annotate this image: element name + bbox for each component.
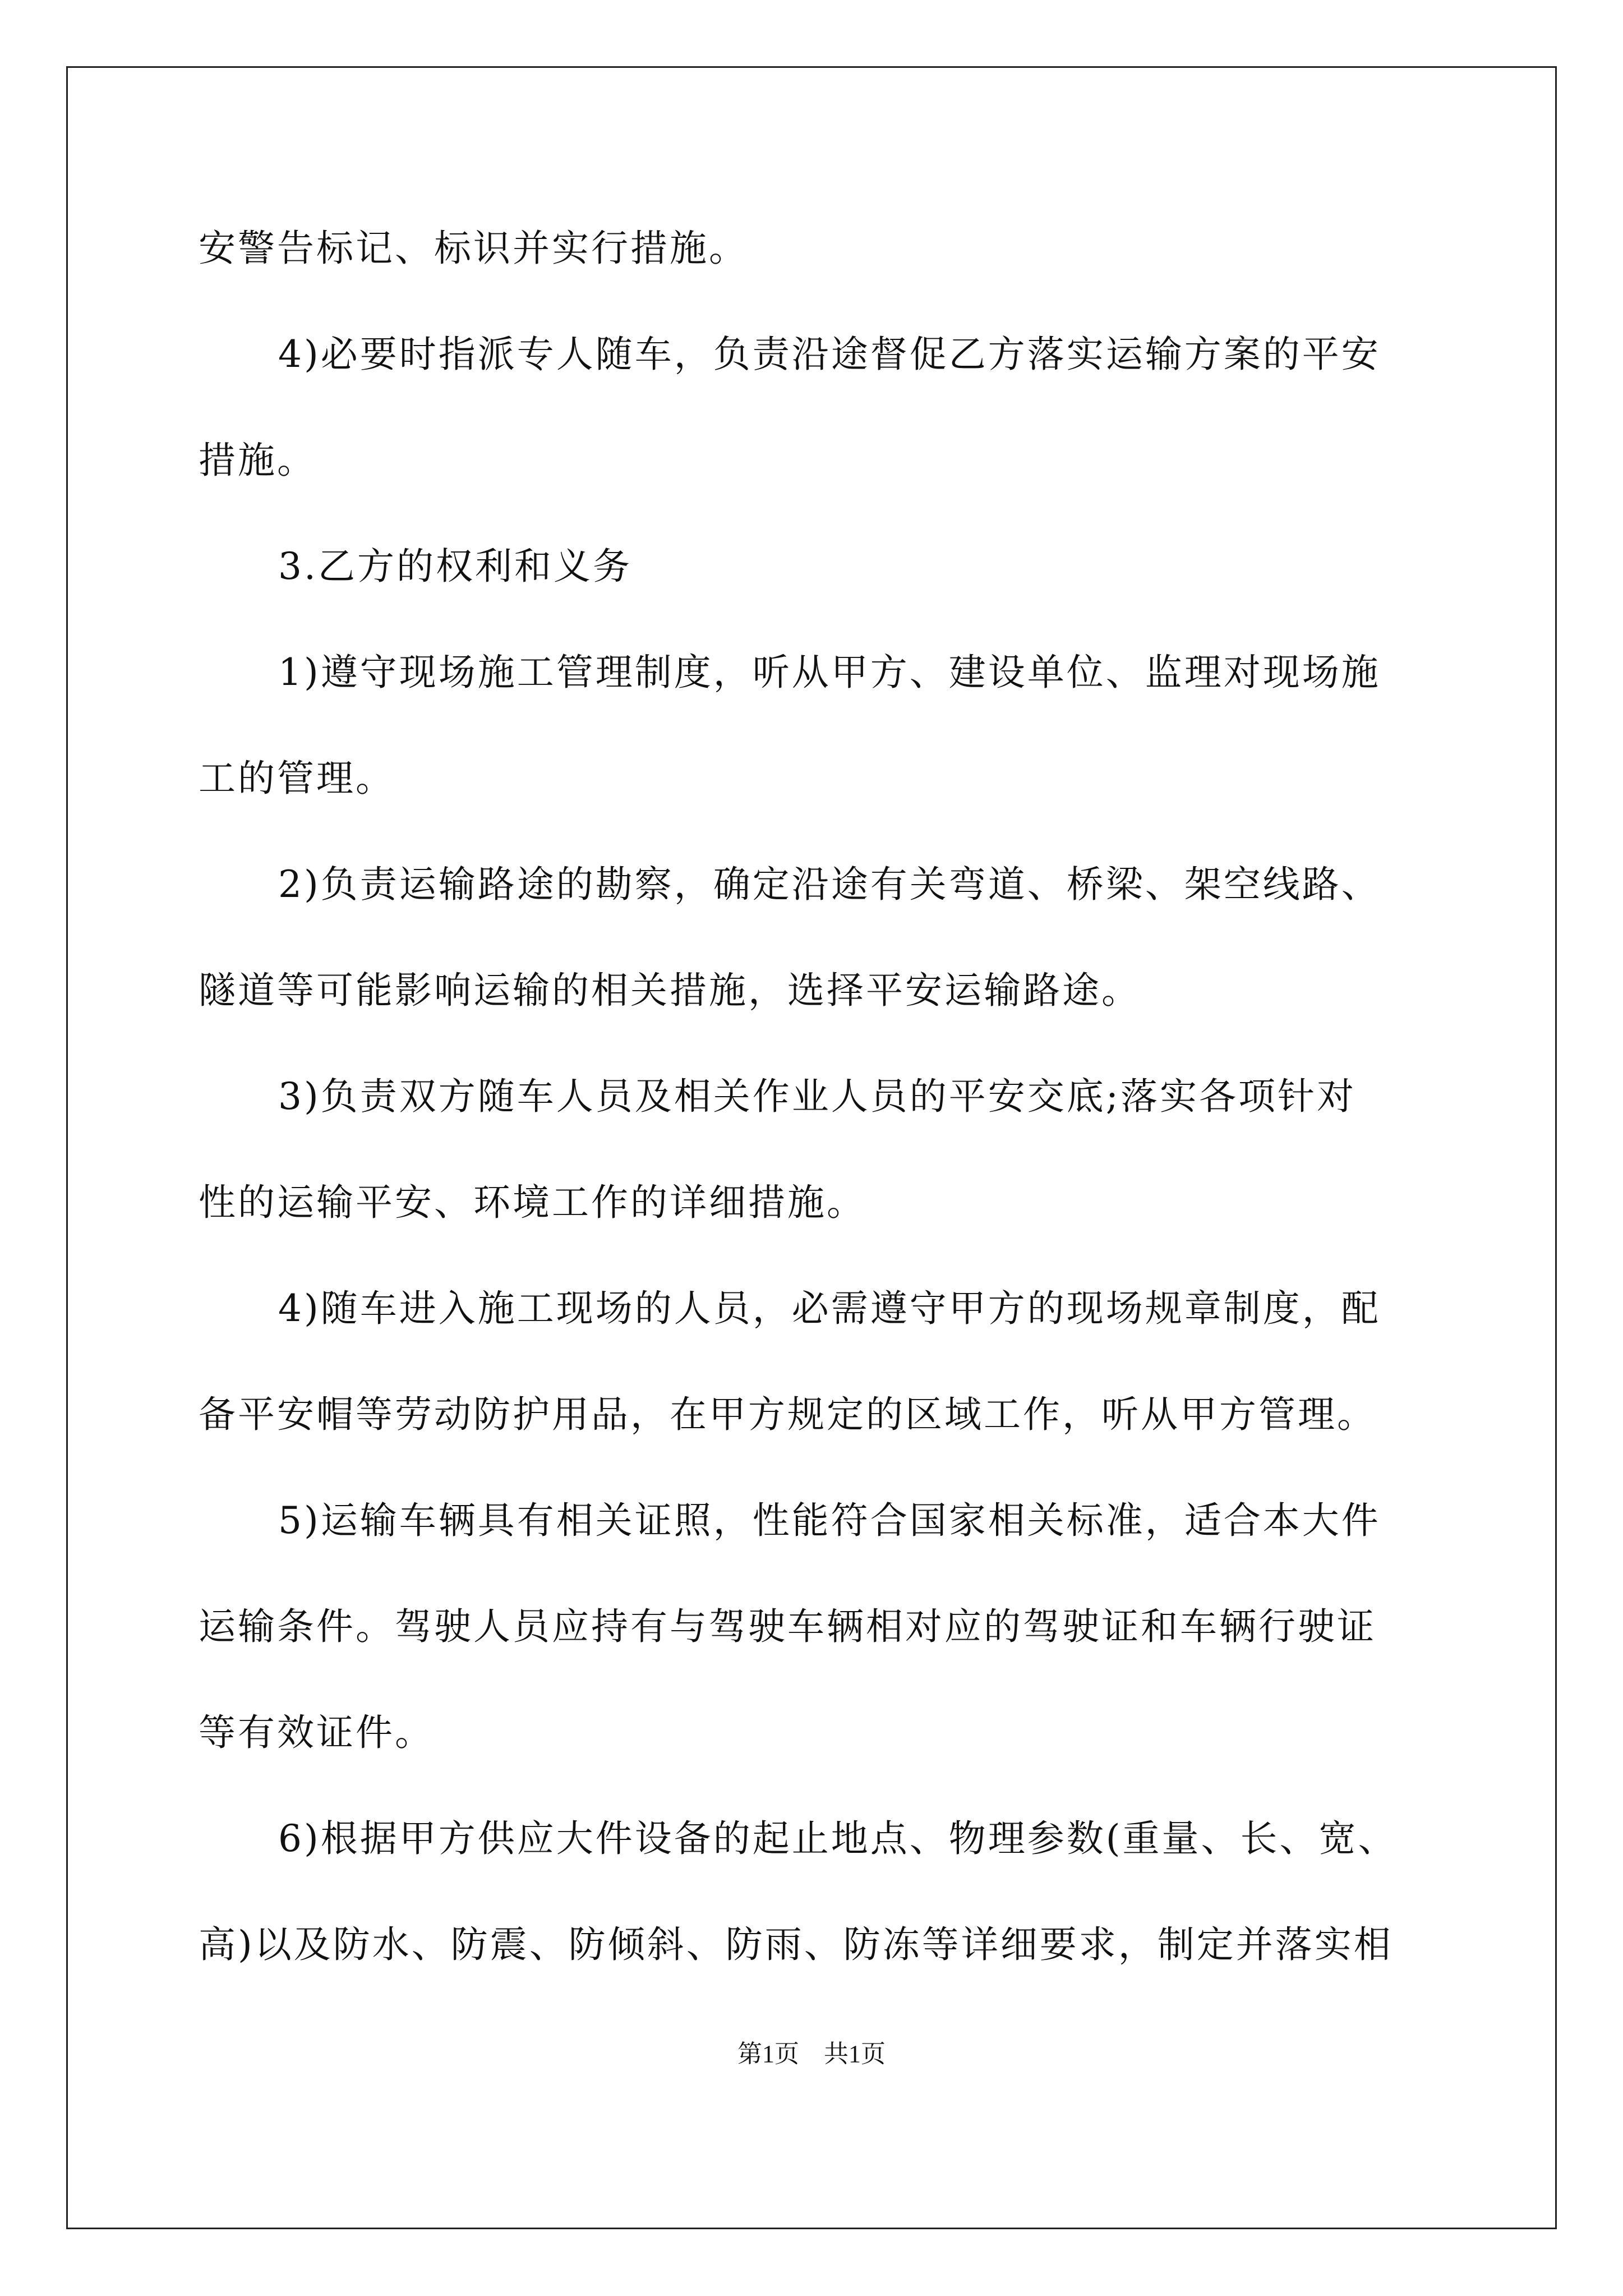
text-line: 隧道等可能影响运输的相关措施，选择平安运输路途。 [199,969,1141,1012]
text-line: 5)运输车辆具有相关证照，性能符合国家相关标准，适合本大件 [278,1499,1381,1542]
text-line: 工的管理。 [199,757,395,800]
text-line: 3)负责双方随车人员及相关作业人员的平安交底;落实各项针对 [278,1075,1356,1118]
text-line: 性的运输平安、环境工作的详细措施。 [199,1181,866,1224]
text-line: 等有效证件。 [199,1711,434,1754]
section-heading: 3.乙方的权利和义务 [278,545,632,588]
text-line: 备平安帽等劳动防护用品，在甲方规定的区域工作，听从甲方管理。 [199,1393,1376,1436]
text-line: 措施。 [199,439,316,482]
text-line: 运输条件。驾驶人员应持有与驾驶车辆相对应的驾驶证和车辆行驶证 [199,1605,1376,1648]
text-line: 2)负责运输路途的勘察，确定沿途有关弯道、桥梁、架空线路、 [278,863,1381,906]
text-line: 1)遵守现场施工管理制度，听从甲方、建设单位、监理对现场施 [278,651,1381,694]
text-line: 安警告标记、标识并实行措施。 [199,227,748,270]
text-line: 高)以及防水、防震、防倾斜、防雨、防冻等详细要求，制定并落实相 [199,1923,1393,1966]
text-line: 6)根据甲方供应大件设备的起止地点、物理参数(重量、长、宽、 [278,1817,1398,1860]
text-line: 4)必要时指派专人随车，负责沿途督促乙方落实运输方案的平安 [278,333,1381,376]
page-footer: 第1页 共1页 [737,2040,886,2068]
page-border [66,66,1557,2229]
text-line: 4)随车进入施工现场的人员，必需遵守甲方的现场规章制度，配 [278,1287,1381,1330]
